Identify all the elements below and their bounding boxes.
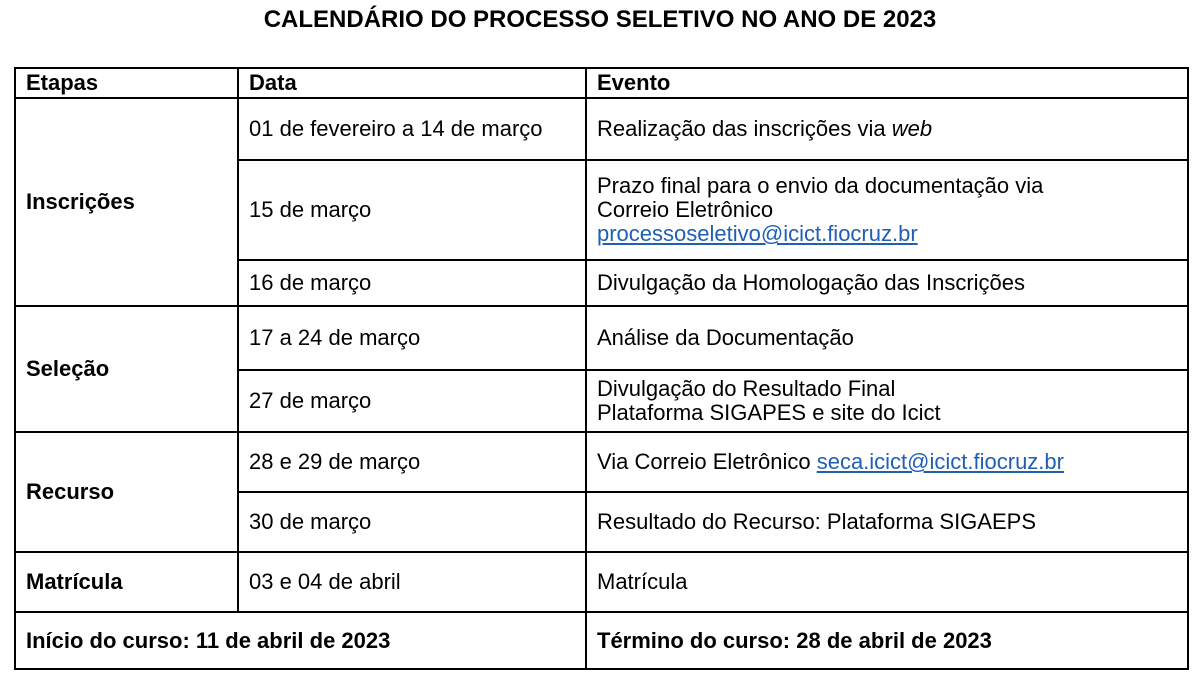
event-line: Plataforma SIGAPES e site do Icict [597, 400, 941, 425]
stage-selecao: Seleção [15, 306, 238, 432]
event-line: Divulgação do Resultado Final [597, 376, 896, 401]
email-link-seca[interactable]: seca.icict@icict.fiocruz.br [816, 449, 1064, 474]
row-event: Divulgação da Homologação das Inscrições [586, 260, 1188, 306]
stage-matricula: Matrícula [15, 552, 238, 612]
row-event: Resultado do Recurso: Plataforma SIGAEPS [586, 492, 1188, 552]
row-event: Análise da Documentação [586, 306, 1188, 370]
row-event [586, 432, 1188, 492]
row-event [586, 98, 1188, 160]
table-footer-row [15, 612, 1188, 669]
table-row [15, 432, 1188, 492]
row-event [586, 160, 1188, 260]
row-date: 03 e 04 de abril [238, 552, 586, 612]
row-date: 16 de março [238, 260, 586, 306]
table-row [15, 552, 1188, 612]
row-date: 01 de fevereiro a 14 de março [238, 98, 586, 160]
header-etapas: Etapas [15, 68, 238, 98]
table-header-row [15, 68, 1188, 98]
event-text: Via Correio Eletrônico [597, 449, 817, 474]
row-date: 27 de março [238, 370, 586, 432]
stage-inscricoes: Inscrições [15, 98, 238, 306]
event-line: Prazo final para o envio da documentação via [597, 173, 1044, 198]
header-evento: Evento [586, 68, 1188, 98]
table-row [15, 98, 1188, 160]
course-start: Início do curso: 11 de abril de 2023 [15, 612, 586, 669]
row-date: 28 e 29 de março [238, 432, 586, 492]
email-link-processoseletivo[interactable]: processoseletivo@icict.fiocruz.br [597, 221, 918, 246]
event-text: Realização das inscrições via [597, 116, 892, 141]
calendar-table [14, 67, 1189, 670]
row-date: 15 de março [238, 160, 586, 260]
page-title: CALENDÁRIO DO PROCESSO SELETIVO NO ANO DE 2023 [263, 6, 937, 33]
header-data: Data [238, 68, 586, 98]
table-row [15, 306, 1188, 370]
event-emphasis: web [891, 116, 933, 141]
row-event: Matrícula [586, 552, 1188, 612]
course-end: Término do curso: 28 de abril de 2023 [586, 612, 1188, 669]
row-event [586, 370, 1188, 432]
row-date: 30 de março [238, 492, 586, 552]
event-line: Correio Eletrônico [597, 197, 774, 222]
stage-recurso: Recurso [15, 432, 238, 552]
row-date: 17 a 24 de março [238, 306, 586, 370]
